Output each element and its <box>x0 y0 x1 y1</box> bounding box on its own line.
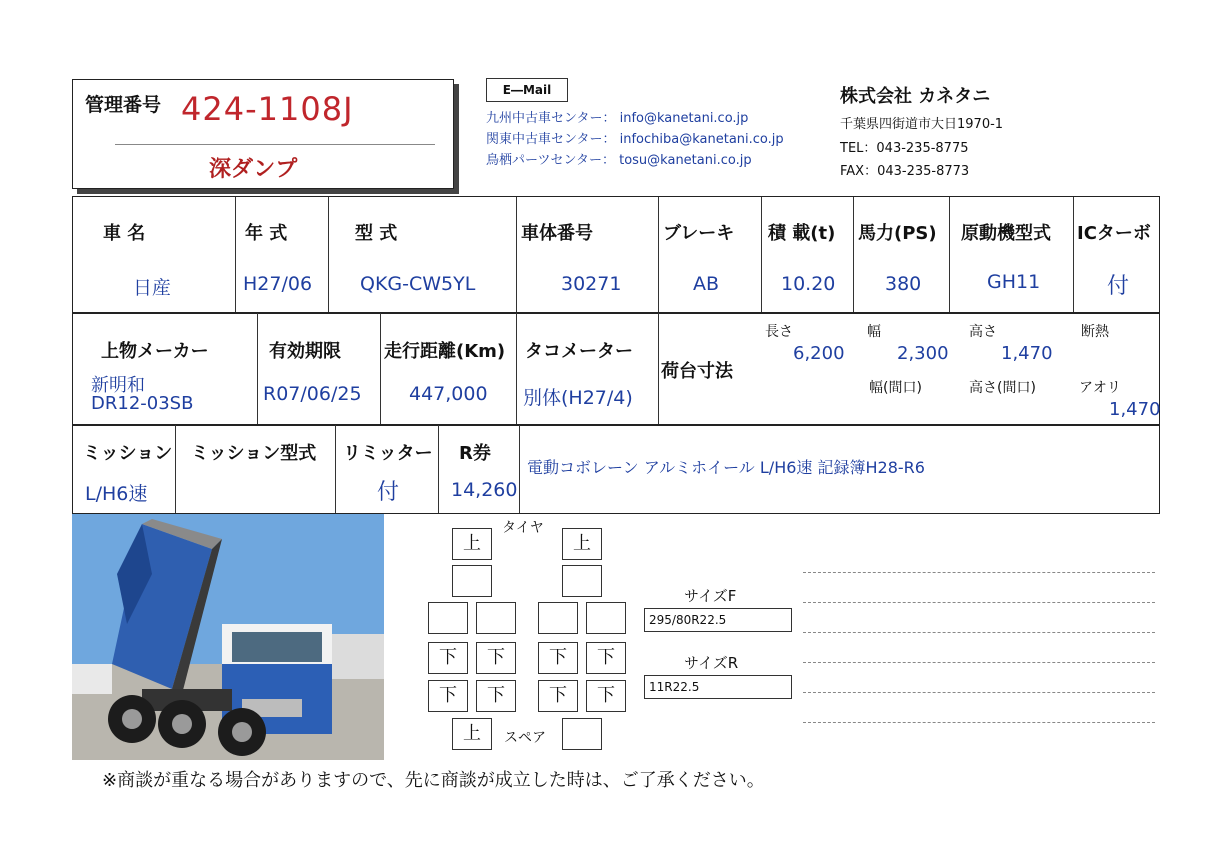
tire-rear: 下 <box>538 642 578 674</box>
value-ic-turbo: 付 <box>1107 274 1130 299</box>
header-mission-type: ミッション型式 <box>191 443 317 464</box>
value-car-name: 日産 <box>133 277 172 299</box>
header-model: 型 式 <box>355 223 398 244</box>
header-engine: 原動機型式 <box>961 223 1051 244</box>
value-chassis-no: 30271 <box>561 273 622 295</box>
tire-front-right: 上 <box>562 528 602 560</box>
label-bed-size: 荷台寸法 <box>661 361 733 382</box>
header-horsepower: 馬力(PS) <box>858 223 937 244</box>
value-limiter: 付 <box>377 480 400 505</box>
value-body-maker: 新明和 <box>91 375 145 396</box>
header-ic-turbo: ICターボ <box>1077 223 1151 244</box>
memo-line <box>803 602 1155 603</box>
center-name: 九州中古車センター： <box>486 111 616 126</box>
spec-table-mission <box>72 424 1160 514</box>
tire-slot <box>562 718 602 750</box>
spare-label: スペア <box>504 730 546 746</box>
spec-table-body <box>72 312 1160 426</box>
divider <box>115 144 435 145</box>
tire-slot <box>428 602 468 634</box>
value-body-model: DR12-03SB <box>91 393 194 414</box>
label-bed-width: 幅 <box>867 324 881 340</box>
memo-line <box>803 692 1155 693</box>
management-box <box>72 79 454 189</box>
tire-front-left: 上 <box>452 528 492 560</box>
tire-rear: 下 <box>476 642 516 674</box>
value-engine: GH11 <box>987 271 1041 293</box>
email-tag: E―Mail <box>486 78 568 102</box>
value-bed-width: 2,300 <box>897 343 949 364</box>
value-tachometer: 別体(H27/4) <box>523 387 633 409</box>
header-brake: ブレーキ <box>663 223 735 244</box>
size-r-label: サイズR <box>684 654 739 672</box>
label-bed-width-opening: 幅(間口) <box>869 380 922 396</box>
value-aori: 1,470 <box>1109 399 1161 420</box>
tire-rear: 下 <box>586 642 626 674</box>
vehicle-type: 深ダンプ <box>209 157 298 182</box>
value-mileage: 447,000 <box>409 383 488 405</box>
value-horsepower: 380 <box>885 273 922 295</box>
email-link[interactable]: infochiba@kanetani.co.jp <box>619 132 784 147</box>
header-chassis-no: 車体番号 <box>521 223 593 244</box>
memo-line <box>803 572 1155 573</box>
notes: 電動コボレーン アルミホイール L/H6速 記録簿H28-R6 <box>527 458 925 477</box>
tire-rear: 下 <box>428 680 468 712</box>
vehicle-photo <box>72 514 384 760</box>
size-f-label: サイズF <box>684 587 737 605</box>
spec-table-basic <box>72 196 1160 314</box>
header-body-maker: 上物メーカー <box>101 341 209 362</box>
center-name: 鳥栖パーツセンター： <box>486 153 615 168</box>
tire-spare: 上 <box>452 718 492 750</box>
label-bed-height-opening: 高さ(間口) <box>969 380 1036 396</box>
header-car-name: 車 名 <box>103 223 146 244</box>
header-limiter: リミッター <box>343 443 433 464</box>
memo-line <box>803 632 1155 633</box>
size-r-value: 11R22.5 <box>644 675 792 699</box>
value-bed-length: 6,200 <box>793 343 845 364</box>
label-bed-length: 長さ <box>765 324 793 340</box>
email-line <box>486 128 784 149</box>
value-brake: AB <box>693 273 720 295</box>
header-year: 年 式 <box>245 223 288 244</box>
value-bed-height: 1,470 <box>1001 343 1053 364</box>
value-expiry: R07/06/25 <box>263 383 362 405</box>
email-link[interactable]: info@kanetani.co.jp <box>619 111 749 126</box>
tire-rear: 下 <box>428 642 468 674</box>
label-insulation: 断熱 <box>1081 324 1109 340</box>
label-aori: アオリ <box>1079 380 1121 396</box>
footer-note: ※商談が重なる場合がありますので、先に商談が成立した時は、ご了承ください。 <box>102 770 765 791</box>
memo-line <box>803 662 1155 663</box>
company-address: 千葉県四街道市大日1970-1 <box>840 117 1004 132</box>
tire-rear: 下 <box>538 680 578 712</box>
tire-slot <box>562 565 602 597</box>
company-tel: TEL：043-235-8775 <box>840 141 969 156</box>
company-name: 株式会社 カネタニ <box>840 86 991 107</box>
tire-slot <box>452 565 492 597</box>
header-load: 積 載(t) <box>768 223 836 244</box>
center-name: 関東中古車センター： <box>486 132 616 147</box>
header-mission: ミッション <box>83 443 173 464</box>
email-list <box>486 107 784 170</box>
header-tachometer: タコメーター <box>525 341 633 362</box>
value-model: QKG-CW5YL <box>360 273 476 295</box>
value-r-ken: 14,260 <box>451 479 518 501</box>
mgmt-label: 管理番号 <box>85 94 162 116</box>
email-line <box>486 149 784 170</box>
mgmt-number: 424-1108J <box>181 90 354 128</box>
company-fax: FAX：043-235-8773 <box>840 164 970 179</box>
tire-title: タイヤ <box>502 520 544 536</box>
email-link[interactable]: tosu@kanetani.co.jp <box>619 153 752 168</box>
value-load: 10.20 <box>781 273 836 295</box>
header-mileage: 走行距離(Km) <box>384 341 506 362</box>
size-f-value: 295/80R22.5 <box>644 608 792 632</box>
value-year: H27/06 <box>243 273 313 295</box>
tire-slot <box>538 602 578 634</box>
tire-slot <box>476 602 516 634</box>
header-expiry: 有効期限 <box>269 341 341 362</box>
memo-line <box>803 722 1155 723</box>
tire-slot <box>586 602 626 634</box>
label-bed-height: 高さ <box>969 324 997 340</box>
tire-rear: 下 <box>476 680 516 712</box>
email-line <box>486 107 784 128</box>
value-mission: L/H6速 <box>85 483 148 505</box>
header-r-ken: R券 <box>459 443 491 464</box>
tire-rear: 下 <box>586 680 626 712</box>
